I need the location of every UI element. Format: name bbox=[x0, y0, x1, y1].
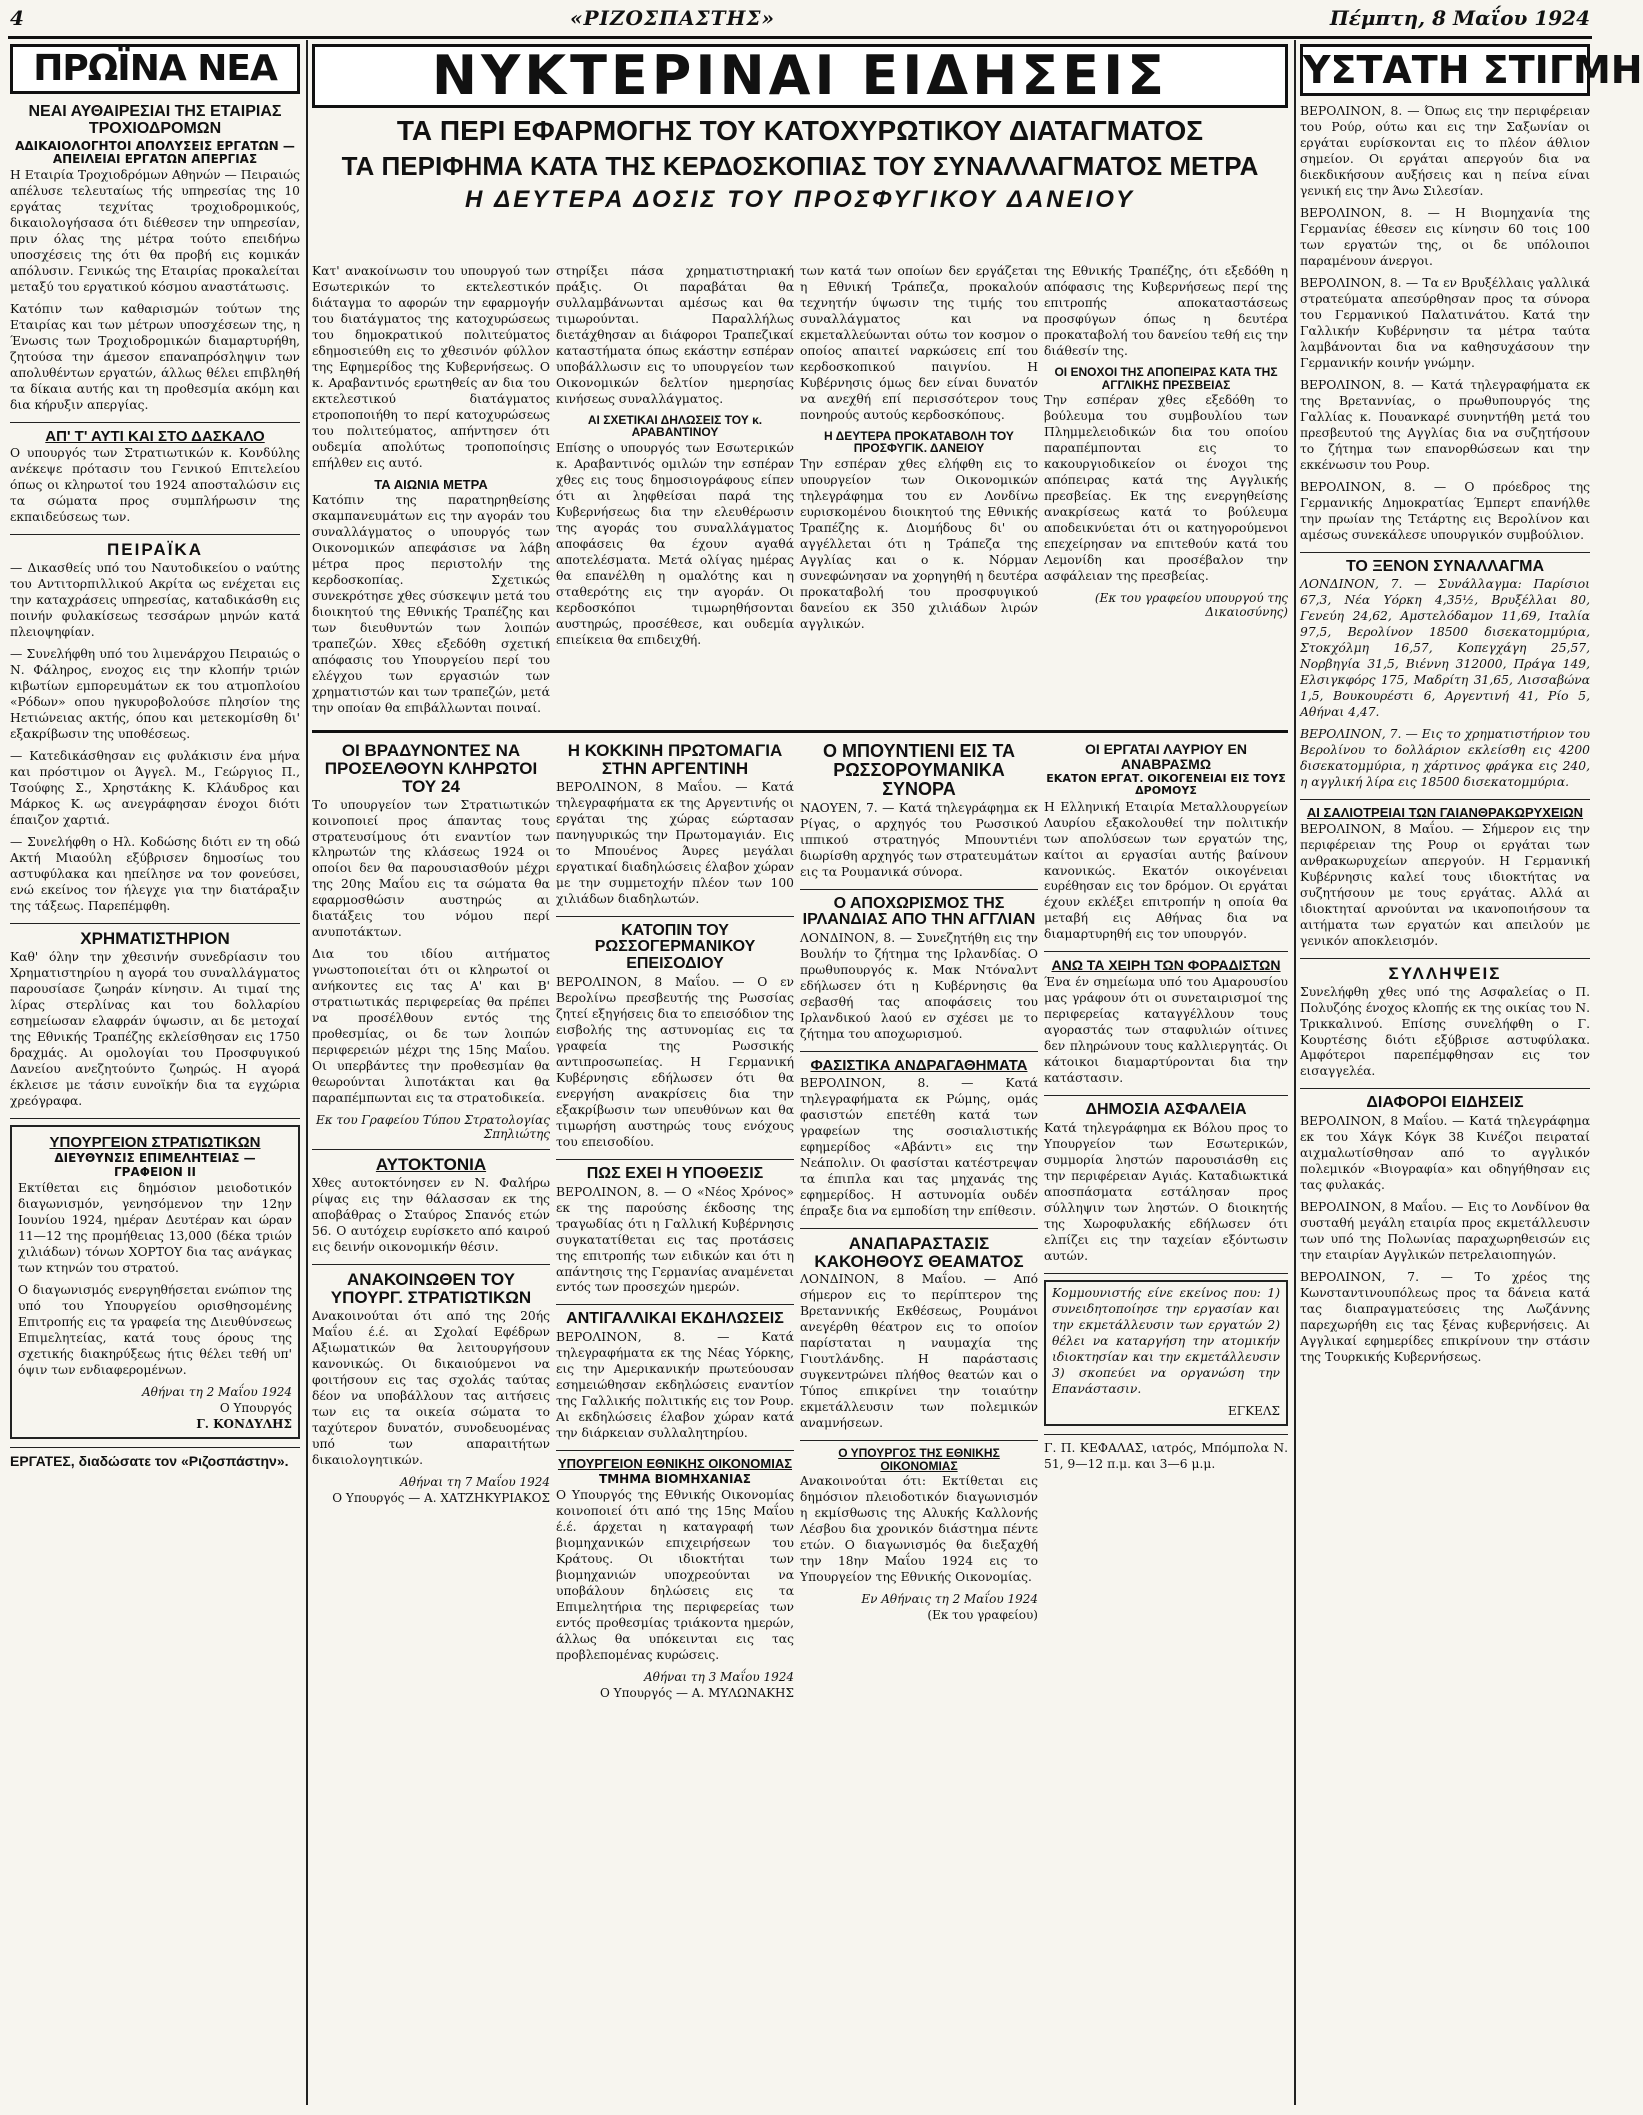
article-text: ΒΕΡΟΛΙΝΟΝ, 8 Μαΐου. — Κατά τηλεγραφήματα εκ της Αργεντινής οι εργάται της χώρας εώρτασαν πανηγυρικώς την Πρωτομαγιάν. Εις το Μπουένος Άυρες μεγάλαι εργατικαί διαδηλώσεις έλαβον χώραν με την συμμετοχήν πλέον των 100 χιλιάδων διαδηλωτών. bbox=[556, 779, 794, 906]
masthead-last-minute: ΥΣΤΑΤΗ ΣΤΙΓΜΗ bbox=[1300, 44, 1590, 96]
notice-signature: Ο Υπουργός — Α. ΜΥΛΩΝΑΚΗΣ bbox=[600, 1685, 794, 1700]
separator bbox=[312, 1264, 550, 1265]
article-text: ΛΟΝΔΙΝΟΝ, 8. — Συνεζητήθη εις την Βουλήν το ζήτημα της Ιρλανδίας. Ο πρωθυπουργός κ. Μακ Ντόναλντ εδήλωσεν ότι η Κυβέρνησις θα σεβασθή τας αποφάσεις του Ιρλανδικού λαού εν σχέσει με το ζήτημα του αποχωρισμού. bbox=[800, 931, 1038, 1042]
lead-col-3 bbox=[800, 264, 1038, 724]
headline-refugee-loan: Η ΔΕΥΤΕΡΑ ΔΟΣΙΣ ΤΟΥ ΠΡΟΣΦΥΓΙΚΟΥ ΔΑΝΕΙΟΥ bbox=[465, 185, 1135, 213]
wire-item: ΒΕΡΟΛΙΝΟΝ, 8. — Η Βιομηχανία της Γερμανίας έθεσεν εις κίνησιν 60 τοις 100 των εργατών της, οι δε υπόλοιποι παραμένουν άνεργοι. bbox=[1300, 205, 1590, 268]
article-text: ΒΕΡΟΛΙΝΟΝ, 8 Μαΐου. — Ο εν Βερολίνω πρεσβευτής της Ρωσσίας ζητεί εξηγήσεις δια το επεισόδιον της εισβολής της αστυνομίας εις τα γραφεία της Ρωσσικής αντιπροσωπείας. Η Γερμανική Κυβέρνησις εδήλωσεν ότι θα ενεργήση ανακρίσεις δια την εξακρίβωσιν των υπευθύνων και θα τιμωρήση αυστηρώς τους ενόχους του επεισοδίου. bbox=[556, 974, 794, 1149]
center-col-d bbox=[800, 738, 1038, 2108]
article-text: — Δικασθείς υπό του Ναυτοδικείου ο ναύτης του Αντιτορπιλλικού Ακρίτα ως ενέχεται εις την καταχράσεις υπηρεσίας, καταδικάσθη εις ποινήν φυλακίσεως τεσσάρων μηνών κατά πλειοψηφίαν. bbox=[10, 561, 300, 640]
headline-announcement: ΑΝΑΚΟΙΝΩΘΕΝ ΤΟΥ ΥΠΟΥΡΓ. ΣΤΡΑΤΙΩΤΙΚΩΝ bbox=[330, 1270, 532, 1307]
headline-coal-mines: ΑΙ ΣΑΛΙΟΤΡΕΙΑΙ ΤΩΝ ΓΑΙΑΝΘΡΑΚΩΡΥΧΕΙΩΝ bbox=[1306, 805, 1584, 821]
lead-subhead: ΤΑ ΑΙΩΝΙΑ ΜΕΤΡΑ bbox=[374, 476, 488, 492]
article-text: ΛΟΝΔΙΝΟΝ, 8 Μαΐου. — Από σήμερον εις το περίπτερον της Βρεταννικής Εκθέσεως, Ρουμάνοι ανεγέρθη θέατρον εις το οποίον παρίσταται η ναυμαχία της Γιουτλάνδης. Η παράστασις συγκεντρώνει πλήθος θεατών και ο Τύπος επικρίνει την τοιαύτην εκμετάλλευσιν των πολεμικών αναμνήσεων. bbox=[800, 1272, 1038, 1431]
article-text: Κατά τηλεγράφημα εκ Βόλου προς το Υπουργείον των Εσωτερικών, συμμορία ληστών παρουσιάσθη εις την περιφέρειαν Αγιάς. Καταδιωκτικά αποσπάσματα εστάλησαν προς σύλληψιν των ληστών. Ο διοικητής της Χωροφυλακής εδήλωσεν ότι ελπίζει εις την ταχείαν εξόντωσιν αυτών. bbox=[1044, 1120, 1288, 1263]
separator bbox=[10, 1118, 300, 1119]
right-column bbox=[1300, 44, 1643, 2109]
notice-ministry-military bbox=[10, 1125, 300, 1439]
lead-source: (Εκ του γραφείου υπουργού της Δικαιοσύνης) bbox=[1094, 590, 1288, 619]
article-text: Δια του ιδίου αιτήματος γνωστοποιείται ότι οι κληρωτοί οι ανήκοντες εις τας Α' και Β' στρατιωτικάς περιφερείας θα πρέπει να προσέλθουν εντός της προθεσμίας, οι δε των λοιπών περιφερειών μέχρι της 15ης Μαΐου. Οι υπερβάντες την προθεσμίαν θα θεωρούνται λιποτάκται και θα παραπέμπωνται εις τα στρατοδικεία. bbox=[312, 947, 550, 1106]
headline-late-conscripts: ΟΙ ΒΡΑΔΥΝΟΝΤΕΣ ΝΑ ΠΡΟΣΕΛΘΟΥΝ ΚΛΗΡΩΤΟΙ ΤΟΥ 24 bbox=[324, 741, 538, 796]
column-divider bbox=[306, 40, 308, 2105]
separator bbox=[1300, 958, 1590, 959]
issue-date: Πέμπτη, 8 Μαΐου 1924 bbox=[1329, 6, 1590, 30]
article-text: Ανακοινούται ότι από της 20ής Μαΐου έ.έ. αι Σχολαί Εφέδρων Αξιωματικών θα λειτουργήσουν κανονικώς. Οι δικαιούμενοι να φοιτήσουν εις τας σχολάς ταύτας δέον να υποβάλλουν τας αιτήσεις των εις τα οικεία σώματα το ταχύτερον δυνατόν, συνοδευομένας υπό των απαραιτήτων δικαιολογητικών. bbox=[312, 1308, 550, 1467]
notice-title: ΥΠΟΥΡΓΕΙΟΝ ΣΤΡΑΤΙΩΤΙΚΩΝ bbox=[49, 1133, 261, 1151]
notice-place-date: Εν Αθήναις τη 2 Μαΐου 1924 bbox=[861, 1592, 1038, 1607]
masthead-night-news: ΝΥΚΤΕΡΙΝΑΙ ΕΙΔΗΣΕΙΣ bbox=[312, 44, 1288, 108]
lead-col-1 bbox=[312, 264, 550, 724]
lead-text: Κατόπιν της παρατηρηθείσης σκαμπανευμάτων εις την αγοράν του συναλλάγματος ο υπουργός των Οικονομικών απεφάσισε να λάβη μέτρα προς περιστολήν της κερδοσκοπίας. Σχετικώς συνεκρότησε χθες σύσκεψιν μετά του διοικητού της Εθνικής Τραπέζης και των διευθυντών των λοιπών τραπεζών. Χθες εξεδόθη σχετική απόφασις του Υπουργείου περί του ελέγχου των εργασιών των χρηματιστών και των τραπεζών, μετά την οποίαν θα επιβάλλωνται ποιναί. bbox=[312, 493, 550, 716]
masthead-morning-news: ΠΡΩΪΝΑ ΝΕΑ bbox=[10, 44, 300, 94]
separator bbox=[10, 923, 300, 924]
center-col-e bbox=[1044, 738, 1288, 2108]
article-text: ΒΕΡΟΛΙΝΟΝ, 8 Μαΐου. — Κατά τηλεγράφημα εκ του Χάγκ Κόγκ 38 Κινέζοι πειραταί αιχμαλωτίσθησαν από το αγγλικόν πολεμικόν «Βιογραφία» και οδηγήθησαν εις τας φυλακάς. bbox=[1300, 1114, 1590, 1193]
separator bbox=[1300, 1088, 1590, 1089]
headline-the-case: ΠΩΣ ΕΧΕΙ Η ΥΠΟΘΕΣΙΣ bbox=[586, 1164, 764, 1182]
headline-stock-exchange: ΧΡΗΜΑΤΙΣΤΗΡΙΟΝ bbox=[80, 928, 230, 948]
wire-item: ΒΕΡΟΛΙΝΟΝ, 8. — Κατά τηλεγραφήματα εκ της Βρεταννίας, ο πρωθυπουργός της Γαλλίας κ. Πουανκαρέ συνηντήθη μετά του πρεσβευτού της Αγγλίας δια να συζητήσουν το ζήτημα των επανορθώσεων και την εκκένωσιν του Ρουρ. bbox=[1300, 377, 1590, 472]
notice-text: Ο διαγωνισμός ενεργηθήσεται ενώπιον της υπό του Υπουργείου ορισθησομένης Επιτροπής εις τα γραφεία της Διευθύνσεως Επιμελητείας, κατά τους όρους της σχετικής διακηρύξεως ήτις θέλει τεθή υπ' όψιν των ενδιαφερομένων. bbox=[18, 1282, 292, 1377]
headline-minister-economy: Ο ΥΠΟΥΡΓΟΣ ΤΗΣ ΕΘΝΙΚΗΣ ΟΙΚΟΝΟΜΙΑΣ bbox=[838, 1446, 1000, 1473]
article-text: Καθ' όλην την χθεσινήν συνεδρίασιν του Χρηματιστηρίου η αγορά του συναλλάγματος παρουσίασε ζωηράν κίνησιν. Αι τιμαί της λίρας στερλίνας και του δολλαρίου εσημείωσαν ελαφράν ύψωσιν, αι δε μετοχαί της Εθνικής Τραπέζης εκλείσθησαν εις 1750 δραχμάς. Αι ομολογίαι του Προσφυγικού Δανείου ανεζητούντο ζωηρώς. Η αγορά έκλεισε με τάσιν ευνοϊκήν δια τα εγχώρια χρεόγραφα. bbox=[10, 949, 300, 1108]
separator bbox=[556, 916, 794, 917]
lead-col-2 bbox=[556, 264, 794, 724]
lead-text: Επίσης ο υπουργός των Εσωτερικών κ. Αραβαντινός ομιλών την εσπέραν χθες εις τους δημοσιογράφους είπεν ότι αι ληφθείσαι παρά της Κυβερνήσεως δια την ελευθέρωσιν της αγοράς του συναλλάγματος αποφάσεις θα έχουν αγαθά αποτελέσματα. Μετά ολίγας ημέρας θα επανέλθη η ομαλότης και η σταθερότης εις την αγοράν. Οι κερδοσκόποι τιμωρηθήσονται αυστηρώς, προσέθεσε, και ουδεμία επιείκεια θα επιδειχθή. bbox=[556, 441, 794, 647]
separator bbox=[10, 422, 300, 423]
page-number: 4 bbox=[10, 6, 24, 30]
section-rule bbox=[312, 730, 1288, 733]
quote-author: ΕΓΚΕΛΣ bbox=[1228, 1403, 1280, 1418]
article-text: Η Εταιρία Τροχιοδρόμων Αθηνών — Πειραιώς απέλυσε τελευταίως τής υπηρεσίας της 10 εργάτας τεχνίτας τροχιοδρομικούς, δικαιολογήσασα ότι διέθεσεν την υπηρεσίαν, πριν όλας της μέτρα τούτο επειδήνω υποσχέσεις της ότι θα προβή εις κομικάν απόλυσιν. Γενικώς της Εταιρίας προκαλείται μεταξύ του εργατικού κόσμου αναστάτωσις. bbox=[10, 167, 300, 294]
separator bbox=[1044, 1434, 1288, 1435]
separator bbox=[1044, 951, 1288, 952]
quote-text: Κομμουνιστής είνε εκείνος που: 1) συνειδητοποίησε την εργασίαν και την εκμετάλλευσιν των εργατών 2) θέλει να καταργήση την ατομικήν ιδιοκτησίαν και την εκμετάλλευσιν 3) σκοπεύει να οργανώση την Επανάστασιν. bbox=[1052, 1285, 1280, 1396]
notice-signature: (Εκ του γραφείου) bbox=[927, 1608, 1038, 1623]
paper-name: «ΡΙΖΟΣΠΑΣΤΗΣ» bbox=[570, 6, 776, 30]
lead-text: Την εσπέραν χθες εξεδόθη το βούλευμα του συμβουλίου των Πλημμελειοδικών δια του οποίου παραπέμπονται εις το κακουργιοδικείον οι ένοχοι της απόπειρας κατά της Αγγλικής πρεσβείας. Εκ της ενεργηθείσης ανακρίσεως κατά το βούλευμα αποδεικνύεται ότι οι κατηγορούμενοι επεχείρησαν να επιτεθούν κατά του Λεμονίδη και προσέβαλον την ασφάλειαν της πρεσβείας. bbox=[1044, 393, 1288, 583]
article-text: — Κατεδικάσθησαν εις φυλάκισιν ένα μήνα και πρόστιμον οι Άγγελ. Μ., Γεώργιος Π., Τσούφης Σ., Χρηστάκης Κ. Κλάυδρος και Μάρκος Κ. ως ανεγράφησαν ένοχοι διότι έπαιζον χαρτιά. bbox=[10, 749, 300, 828]
article-text: ΒΕΡΟΛΙΝΟΝ, 8. — Ο «Νέος Χρόνος» εκ της παρούσης έκδοσης της τραγωδίας ότι η Γαλλική Κυβέρνησις συγκατατίθεται εις τας προτάσεις της επιτροπής των ειδικών και ότι η απάντησις της Γερμανίας αναμένεται εντός των προσεχών ημερών. bbox=[556, 1184, 794, 1295]
lead-text: στηρίξει πάσα χρηματιστηριακή πράξις. Οι παραβάται θα συλλαμβάνωνται αμέσως και θα τιμωρούνται. Παραλλήλως διετάχθησαν αι διάφοροι Τραπεζικαί καταστήματα όπως εκάστην εσπέραν υποβάλλωσιν εις το υπουργείον των Οικονομικών δελτίον ημερησίας κινήσεως συναλλάγματος. bbox=[556, 264, 794, 406]
wire-item: ΒΕΡΟΛΙΝΟΝ, 8. — Ο πρόεδρος της Γερμανικής Δημοκρατίας Έμπερτ επανήλθε την πρωίαν της Τετάρτης εις Βερολίνον και αμέσως συνεκάλεσε υπουργικόν συμβούλιον. bbox=[1300, 479, 1590, 542]
notice-subtitle: ΔΙΕΥΘΥΝΣΙΣ ΕΠΙΜΕΛΗΤΕΙΑΣ — ΓΡΑΦΕΙΟΝ ΙΙ bbox=[54, 1151, 256, 1179]
subhead-laurium: ΕΚΑΤΟΝ ΕΡΓΑΤ. ΟΙΚΟΓΕΝΕΙΑΙ ΕΙΣ ΤΟΥΣ ΔΡΟΜΟΥΣ bbox=[1046, 772, 1286, 798]
lead-subhead: ΟΙ ΕΝΟΧΟΙ ΤΗΣ ΑΠΟΠΕΙΡΑΣ ΚΑΤΑ ΤΗΣ ΑΓΓΛΙΚΗΣ ΠΡΕΣΒΕΙΑΣ bbox=[1054, 364, 1278, 392]
article-text: Κατόπιν των καθαρισμών τούτων της Εταιρίας και των μέτρων υποσχέσεων της, η Ένωσις των Τροχιοδρομικών διαμαρτυρήθη, ζητούσα την άμεσον επαναπρόσληψιν των απολυθέντων εργατών, άλλως θέλει επιβληθή τα δίκαια αυτής και τη προθεσμία ακόμη και δια κήρυξιν απεργίας. bbox=[10, 301, 300, 412]
article-text: Η Ελληνική Εταιρία Μεταλλουργείων Λαυρίου εξακολουθεί την πολιτικήν των απολύσεων των εργατών της, καίτοι αι εργασίαι αυτής βαίνουν κανονικώς. Εκατόν οικογένειαι ευρέθησαν εις τον δρόμον. Οι εργάται έχουν εκλέξει επιτροπήν η οποία θα μεταβή εις Αθήνας δια να διαμαρτυρηθή εις τον υπουργόν. bbox=[1044, 799, 1288, 942]
headline-red-mayday: Η ΚΟΚΚΙΝΗ ΠΡΩΤΟΜΑΓΙΑ ΣΤΗΝ ΑΡΓΕΝΤΙΝΗ bbox=[567, 741, 783, 778]
headline-piraeus: ΠΕΙΡΑΪΚΑ bbox=[107, 540, 203, 560]
lead-text: της Εθνικής Τραπέζης, ότι εξεδόθη η απόφασις της Κυβερνήσεως περί της επιτροπής αποκαταστάσεως προσφύγων όπως η δευτέρα προκαταβολή του δανείου τεθή εις την διάθεσίν της. bbox=[1044, 264, 1288, 358]
headline-various-news: ΔΙΑΦΟΡΟΙ ΕΙΔΗΣΕΙΣ bbox=[1366, 1094, 1524, 1112]
exchange-rates-text: ΒΕΡΟΛΙΝΟΝ, 7. — Εις το χρηματιστήριον του Βερολίνου το δολλάριον εκλείσθη εις 4200 δισεκατομμύρια, η χάρτινος φράγκα εις 240, η αγγλική λίρα εις 18500 δισεκατομμύρια. bbox=[1300, 727, 1590, 790]
notice-text: Εκτίθεται εις δημόσιον μειοδοτικόν διαγωνισμόν, γενησόμενον την 12ην Ιουνίου 1924, ημέραν Δευτέραν και ώραν 11—12 της προμήθειας 13,000 (δέκα τριών χιλιάδων) τόνων ΧΟΡΤΟΥ δια τας ανάγκας των κτηνών του στρατού. bbox=[18, 1180, 292, 1275]
subhead-tram-company: ΑΔΙΚΑΙΟΛΟΓΗΤΟΙ ΑΠΟΛΥΣΕΙΣ ΕΡΓΑΤΩΝ — ΑΠΕΙΛΕΙΑΙ ΕΡΓΑΤΩΝ ΑΠΕΡΓΙΑΣ bbox=[15, 138, 295, 166]
center-col-b bbox=[312, 738, 550, 2108]
article-text: ΝΑΟΥΕΝ, 7. — Κατά τηλεγράφημα εκ Ρίγας, ο αρχηγός του Ρωσσικού ιππικού στρατηγός Μπουντιένι διωρίσθη αρχηγός των στρατευμάτων εις τα Ρουμανικά σύνορα. bbox=[800, 800, 1038, 879]
wire-item: ΒΕΡΟΛΙΝΟΝ, 8. — Όπως εις την περιφέρειαν του Ρούρ, ούτω και εις την Σαξωνίαν οι εργάται ευρίσκονται εις το πλέον άθλιον σημείον. Οι εργάται απεργούν δια να διεκδικήσουν αυξήσεις και η πείνα είναι γενική εις την Άνω Σιλεσίαν. bbox=[1300, 104, 1590, 198]
article-text: ΒΕΡΟΛΙΝΟΝ, 8 Μαΐου. — Σήμερον εις την περιφέρειαν της Ρουρ οι εργάται των ανθρακωρυχείων απεργούν. Η Γερμανική Κυβέρνησις καλεί τους ιδιοκτήτας να συζητήσουν με τους εργάτας. Αλλά αι ιδιοκτηταί αρνούνται να ικανοποιήσουν τα αιτήματα των εργατών και απειλούν με γενικόν αποκλεισμόν. bbox=[1300, 821, 1590, 948]
notice-signer-title: Ο Υπουργός bbox=[219, 1400, 292, 1415]
doctor-ad: Γ. Π. ΚΕΦΑΛΑΣ, ιατρός, Μπόμπολα Ν. 51, 9—12 π.μ. και 3—6 μ.μ. bbox=[1044, 1440, 1288, 1471]
article-text: Ο Υπουργός της Εθνικής Οικονομίας κοινοποιεί ότι από της 15ης Μαΐου έ.έ. άρχεται η καταγραφή των βιομηχανικών επιχειρήσεων του Κράτους. Οι ιδιοκτήται των βιομηχανιών υποχρεούνται να υποβάλουν δηλώσεις εις τα Επιμελητήρια της περιφερείας των εντός προθεσμίας τριάκοντα ημερών, άλλως θα υπόκεινται εις τας προβλεπομένας κυρώσεις. bbox=[556, 1487, 794, 1662]
page-header bbox=[10, 6, 1590, 34]
article-text: ΒΕΡΟΛΙΝΟΝ, 8. — Κατά τηλεγραφήματα εκ της Νέας Υόρκης, εις την Αμερικανικήν πρωτεύουσαν εσημειώθησαν εκδηλώσεις εναντίον της Γαλλικής πολιτικής εις τον Ρουρ. Αι εκδηλώσεις έλαβον χώραν κατά την διάρκειαν συλλαλητηρίου. bbox=[556, 1330, 794, 1441]
separator bbox=[800, 1051, 1038, 1052]
separator bbox=[1300, 552, 1590, 553]
announcement-place-date: Αθήναι τη 7 Μαΐου 1924 bbox=[399, 1474, 550, 1489]
headline-exchange-measures: ΤΑ ΠΕΡΙΦΗΜΑ ΚΑΤΑ ΤΗΣ ΚΕΡΔΟΣΚΟΠΙΑΣ ΤΟΥ ΣΥΝΑΛΛΑΓΜΑΤΟΣ ΜΕΤΡΑ bbox=[341, 151, 1259, 182]
headline-arrests: ΣΥΛΛΗΨΕΙΣ bbox=[1388, 963, 1502, 983]
article-text: Ο υπουργός των Στρατιωτικών κ. Κονδύλης ανέκεψε πρότασιν του Γενικού Επιτελείου όπως οι κληρωτοί του 1924 αποσταλώσιν εις τα σώματα προς συμπλήρωσιν της εκπαιδεύσεως των. bbox=[10, 446, 300, 525]
left-column bbox=[10, 44, 300, 2109]
separator bbox=[1044, 1273, 1288, 1274]
article-text: Ανακοινούται ότι: Εκτίθεται εις δημόσιον πλειοδοτικόν διαγωνισμόν η εκμίσθωσις της Αλυκής Καλλονής Λέσβου δια χρονικόν διάστημα πέντε ετών. Ο διαγωνισμός θα διεξαχθή την 18ην Μαΐου 1924 εις το Υπουργείον της Εθνικής Οικονομίας. bbox=[800, 1474, 1038, 1585]
separator bbox=[1300, 799, 1590, 800]
article-text: ΒΕΡΟΛΙΝΟΝ, 8. — Κατά τηλεγραφήματα εκ Ρώμης, ομάς φασιστών επετέθη κατά των γραφείων της σοσιαλιστικής εφημερίδος «Αβάντι» εις την Νεάπολιν. Οι φασίσται κατέστρεψαν τα έπιπλα και τας μηχανάς της εφημερίδος. Η αστυνομία ουδέν έπραξε δια να εμποδίση την επίθεσιν. bbox=[800, 1075, 1038, 1218]
separator bbox=[800, 889, 1038, 890]
communist-quote-box bbox=[1044, 1280, 1288, 1426]
separator bbox=[800, 1228, 1038, 1229]
separator bbox=[556, 1450, 794, 1451]
headline-fascist: ΦΑΣΙΣΤΙΚΑ ΑΝΔΡΑΓΑΘΗΜΑΤΑ bbox=[810, 1057, 1028, 1075]
separator bbox=[1044, 1095, 1288, 1096]
lead-text: Την εσπέραν χθες ελήφθη εις το υπουργείον των Οικονομικών τηλεγράφημα του εν Λονδίνω ευρισκομένου διοικητού της Εθνικής Τραπέζης κ. Διομήδους δι' ου αγγέλλεται ότι η Τράπεζα της Αγγλίας και ο κ. Νόρμαν συνεφώνησαν να χορηγηθή η δευτέρα προκαταβολή του προσφυγικού δανείου εκ 350 χιλιάδων λιρών αγγλικών. bbox=[800, 457, 1038, 631]
notice-signer-name: Γ. ΚΟΝΔΥΛΗΣ bbox=[196, 1416, 292, 1431]
center-col-c bbox=[556, 738, 794, 2108]
headline-ministry-economy: ΥΠΟΥΡΓΕΙΟΝ ΕΘΝΙΚΗΣ ΟΙΚΟΝΟΜΙΑΣ bbox=[557, 1456, 793, 1472]
lead-col-4 bbox=[1044, 264, 1288, 724]
headline-decree: ΤΑ ΠΕΡΙ ΕΦΑΡΜΟΓΗΣ ΤΟΥ ΚΑΤΟΧΥΡΩΤΙΚΟΥ ΔΙΑΤΑΓΜΑΤΟΣ bbox=[396, 115, 1204, 146]
article-text: ΒΕΡΟΛΙΝΟΝ, 8 Μαΐου. — Εις το Λονδίνον θα συσταθή μεγάλη εταιρία προς εκμετάλλευσιν των υπό της Πολωνίας παραχωρηθεισών εις την εταιρίαν Αγγλικών πετρελαιοπηγών. bbox=[1300, 1200, 1590, 1263]
header-rule bbox=[8, 36, 1592, 39]
headline-russo-german: ΚΑΤΟΠΙΝ ΤΟΥ ΡΩΣΣΟΓΕΡΜΑΝΙΚΟΥ ΕΠΕΙΣΟΔΙΟΥ bbox=[594, 921, 756, 973]
headline-rumors: ΑΠ' Τ' ΑΥΤΙ ΚΑΙ ΣΤΟ ΔΑΣΚΑΛΟ bbox=[45, 427, 265, 445]
notice-place-date: Αθήναι τη 3 Μαΐου 1924 bbox=[643, 1669, 794, 1684]
separator bbox=[556, 1304, 794, 1305]
footer-slogan: ΕΡΓΑΤΕΣ, διαδώσατε τον «Ριζοσπάστην». bbox=[10, 1452, 289, 1469]
separator bbox=[312, 1149, 550, 1150]
article-signature: Εκ του Γραφείου Τύπου Στρατολογίας Σπηλιώτης bbox=[316, 1113, 550, 1142]
headline-public-security: ΔΗΜΟΣΙΑ ΑΣΦΑΛΕΙΑ bbox=[1085, 1101, 1247, 1118]
wire-item: ΒΕΡΟΛΙΝΟΝ, 8. — Τα εν Βρυξέλλαις γαλλικά στρατεύματα απεσύρθησαν προς τα σύνορα του Γερμανικού Παλατινάτου. Κατά την Γαλλικήν Κυβέρνησιν τα μέτρα ταύτα λαμβάνονται δια να καθησυχάσουν την Γερμανικήν κοινήν γνώμην. bbox=[1300, 275, 1590, 370]
lead-subhead: Η ΔΕΥΤΕΡΑ ΠΡΟΚΑΤΑΒΟΛΗ ΤΟΥ ΠΡΟΣΦΥΓΙΚ. ΔΑΝΕΙΟΥ bbox=[824, 428, 1014, 456]
headline-hands-off: ΑΝΩ ΤΑ ΧΕΙΡΗ ΤΩΝ ΦΟΡΑΔΙΣΤΩΝ bbox=[1051, 957, 1281, 974]
lead-text: των κατά των οποίων δεν εργάζεται η Εθνική Τράπεζα, προκαλούν τεχνητήν ύψωσιν της τιμής του συναλλάγματος και να εκμεταλλεύωνται ούτω τον κοσμον ο οποίος απαιτεί ναρκώσεις επί του κερδοσκοπικού παιγνίου. Η Κυβέρνησις όμως δεν είναι δυνατόν να ανεχθή επί περισσότερον τους πονηρούς αυτούς κερδοσκόπους. bbox=[800, 264, 1038, 422]
article-text: Ένα έν σημείωμα υπό του Αμαρουσίου μας γράφουν ότι οι συνεταιρισμοί της περιφερείας καταγγέλλουν τους αγοραστάς των σταφυλιών οίτινες δεν πληρώνουν τους καλλιεργητάς. Οι κάτοικοι διαμαρτύρονται δια την κατάστασιν. bbox=[1044, 975, 1288, 1086]
headline-budyonny: Ο ΜΠΟΥΝΤΙΕΝΙ ΕΙΣ ΤΑ ΡΩΣΣΟΡΟΥΜΑΝΙΚΑ ΣΥΝΟΡΑ bbox=[823, 741, 1015, 799]
article-text: ΒΕΡΟΛΙΝΟΝ, 7. — Το χρέος της Κωνσταντινουπόλεως προς τα δάνεια κατά τας διαπραγματεύσεις της Λωζάννης παρεχωρήθη εις τας ξένας κυβερνήσεις. Αι Αγγλικαί εφημερίδες επικρίνουν την στάσιν της Τουρκικής Κυβερνήσεως. bbox=[1300, 1270, 1590, 1365]
article-text: — Συνελήφθη ο Ηλ. Κοδώσης διότι εν τη οδώ Ακτή Μιαούλη εξύβρισεν δημοσίως του αστυφύλακα και ηπείλησε να τον φονεύσει, ενώ εκείνος τον ήλεγχε για την διατάραξιν της τάξεως. Παρεπέμφθη. bbox=[10, 835, 300, 913]
article-text: — Συνελήφθη υπό του λιμενάρχου Πειραιώς ο Ν. Φάληρος, ενοχος εις την κλοπήν τριών κιβωτίων εμπορευμάτων εκ του ατμοπλοίου «Ρόδων» οπου ηγκυροβολούσε πλησίον της Ηετιώνειας ακτής, όπου και μετεκομίσθη δι' εξακρίβωσιν της υποθέσεως. bbox=[10, 647, 300, 742]
separator bbox=[800, 1440, 1038, 1441]
center-header bbox=[312, 44, 1288, 259]
lead-text: Κατ' ανακοίνωσιν του υπουργού των Εσωτερικών το εκτελεστικόν διάταγμα το αφορών την εφαρμογήν του διατάγματος της κατοχυρώσεως του δημοκρατικού πολιτεύματος εδημοσιεύθη εις το χθεσινόν φύλλον της Εφημερίδος της Κυβερνήσεως. Ο κ. Αραβαντινός ερωτηθείς αν δια του εκτελεστικού διατάγματος ετροποποιήθη το περί κατοχυρώσεως του πολιτεύματος, απήντησεν ότι ουδεμία απολύτως τροποποίησις επήλθεν εις αυτό. bbox=[312, 264, 550, 470]
headline-laurium: ΟΙ ΕΡΓΑΤΑΙ ΛΑΥΡΙΟΥ ΕΝ ΑΝΑΒΡΑΣΜΩ bbox=[1085, 741, 1247, 772]
headline-suicide: ΑΥΤΟΚΤΟΝΙΑ bbox=[375, 1155, 487, 1175]
separator bbox=[556, 1159, 794, 1160]
article-text: Χθες αυτοκτόνησεν εν Ν. Φαλήρω ρίψας εις την θάλασσαν εκ της αποβάθρας ο Σταύρος Σπανός ετών 56. Ο αυτόχειρ ευρίσκετο από καιρού εις δεινήν οικονομικήν θέσιν. bbox=[312, 1176, 550, 1255]
headline-foreign-exchange: ΤΟ ΞΕΝΟΝ ΣΥΝΑΛΛΑΓΜΑ bbox=[1345, 557, 1545, 575]
separator bbox=[10, 534, 300, 535]
headline-tram-company: ΝΕΑΙ ΑΥΘΑΙΡΕΣΙΑΙ ΤΗΣ ΕΤΑΙΡΙΑΣ ΤΡΟΧΙΟΔΡΟΜΩΝ bbox=[28, 103, 282, 137]
headline-anti-french: ΑΝΤΙΓΑΛΛΙΚΑΙ ΕΚΔΗΛΩΣΕΙΣ bbox=[566, 1310, 784, 1328]
lead-subhead: ΑΙ ΣΧΕΤΙΚΑΙ ΔΗΛΩΣΕΙΣ ΤΟΥ κ. ΑΡΑΒΑΝΤΙΝΟΥ bbox=[587, 412, 763, 440]
headline-ireland: Ο ΑΠΟΧΩΡΙΣΜΟΣ ΤΗΣ ΙΡΛΑΝΔΙΑΣ ΑΠΟ ΤΗΝ ΑΓΓΛΙΑΝ bbox=[802, 894, 1036, 929]
notice-place-date: Αθήναι τη 2 Μαΐου 1924 bbox=[141, 1384, 292, 1399]
announcement-signature: Ο Υπουργός — Α. ΧΑΤΖΗΚΥΡΙΑΚΟΣ bbox=[332, 1490, 550, 1505]
subhead-industry: ΤΜΗΜΑ ΒΙΟΜΗΧΑΝΙΑΣ bbox=[599, 1471, 751, 1486]
headline-reenactment: ΑΝΑΠΑΡΑΣΤΑΣΙΣ ΚΑΚΟΗΘΟΥΣ ΘΕΑΜΑΤΟΣ bbox=[814, 1233, 1024, 1271]
separator bbox=[10, 1447, 300, 1448]
article-text: Το υπουργείον των Στρατιωτικών κοινοποιεί προς άπαντας τους στρατευσίμους ότι εναντίον των κληρωτών της κλάσεως 1924 οι οποίοι δεν θα παρουσιασθούν μέχρι της 20ης Μαΐου εις τα σώματα θα εφαρμοσθώσιν αυστηρώς αι διατάξεις του νόμου περί ανυποτάκτων. bbox=[312, 797, 550, 940]
article-text: Συνελήφθη χθες υπό της Ασφαλείας ο Π. Πολυζόης ένοχος κλοπής εκ της οικίας του Ν. Τρικκαλινού. Επίσης συνελήφθη ο Γ. Κουρτέσης διότι εξύβρισε αστυφύλακα. Αμφότεροι παρεπέμφθησαν εις τον εισαγγελέα. bbox=[1300, 984, 1590, 1079]
exchange-rates-text: ΛΟΝΔΙΝΟΝ, 7. — Συνάλλαγμα: Παρίσιοι 67,3, Νέα Υόρκη 4,35½, Βρυξέλλαι 80, Γενεύη 24,62, Αμστελόδαμον 11,69, Ιταλία 97,5, Βερολίνον 18500 δισεκατομμύρια, Στοκχόλμη 16,57, Κοπεγχάγη 25,57, Νορβηγία 31,5, Βιέννη 312000, Πράγα 149, Ελσιγκφόρς 175, Μαδρίτη 31,65, Λισσαβώνα 1,5, Βουκουρέστι 6, Αργεντινή 41, Ρίο 5, Αθήναι 4,47. bbox=[1300, 577, 1590, 720]
column-divider bbox=[1294, 40, 1296, 2105]
